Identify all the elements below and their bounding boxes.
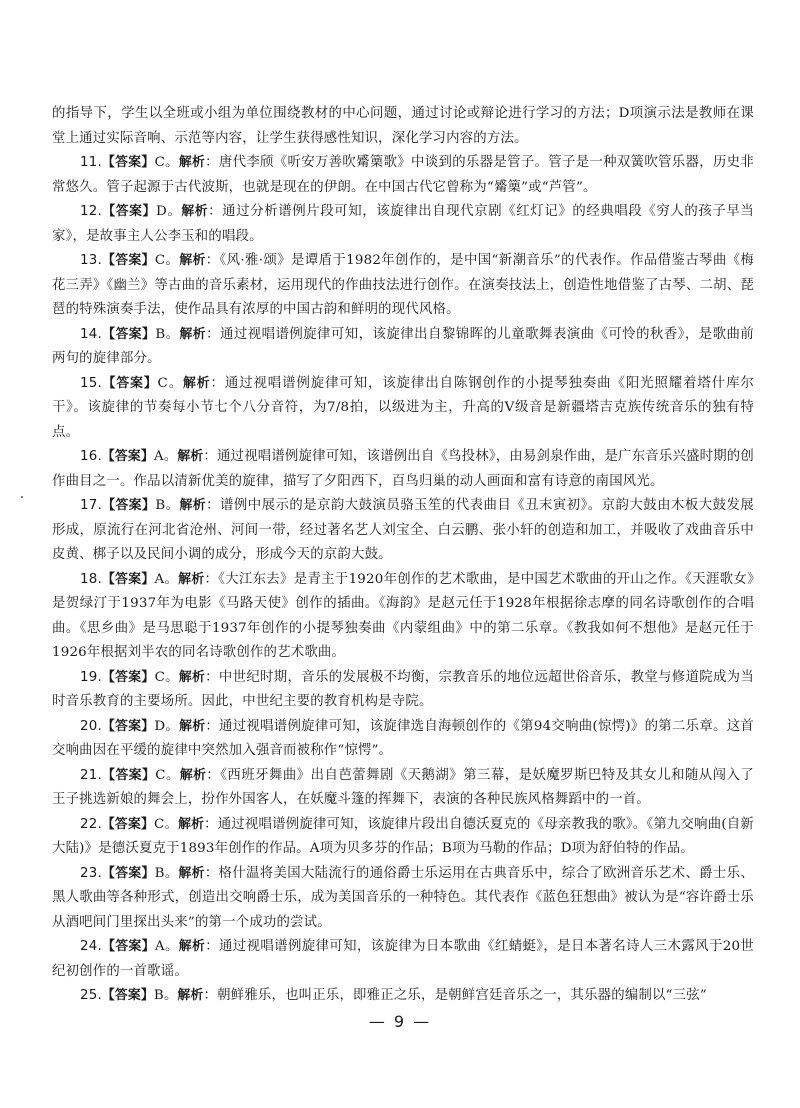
answer-label: 【答案】 — [101, 669, 155, 685]
analysis-label: 解析 — [179, 253, 206, 268]
analysis-label: 解析 — [177, 449, 204, 464]
question-number: 11. — [80, 155, 102, 170]
analysis-text: ：格什温将美国大陆流行的通俗爵士乐运用在古典音乐中，综合了欧洲音乐艺术、爵士乐、黑人歌曲等各种形式，创造出交响爵士乐，成为美国音乐的一种特色。其代表作《蓝色狂想曲》被认为是“容许爵士乐从酒吧间门里探出头来”的第一个成功的尝试。 — [52, 865, 754, 930]
answer-choice: B。 — [155, 326, 180, 342]
analysis-label: 解析 — [179, 498, 207, 513]
answer-choice: A。 — [153, 449, 178, 464]
analysis-label: 解析 — [179, 767, 207, 783]
answer-choice: C。 — [154, 669, 179, 685]
answer-item — [52, 568, 754, 666]
answer-item — [52, 200, 754, 249]
analysis-label: 解析 — [178, 939, 206, 954]
answer-label: 【答案】 — [101, 988, 154, 1003]
answer-choice: D。 — [155, 204, 182, 219]
analysis-text: ：朝鲜雅乐，也叫正乐，即雅正之乐，是朝鲜宫廷音乐之一，其乐器的编制以“三弦” — [203, 988, 707, 1003]
answer-item — [52, 764, 754, 813]
analysis-label: 解析 — [183, 375, 211, 391]
answer-choice: B。 — [155, 498, 180, 513]
answer-label: 【答案】 — [101, 326, 156, 342]
answer-choice: C。 — [154, 155, 179, 170]
question-number: 15. — [80, 375, 102, 391]
answer-label: 【答案】 — [101, 375, 158, 391]
question-number: 20. — [80, 718, 102, 734]
question-number: 14. — [80, 326, 102, 342]
answer-choice: B。 — [153, 988, 178, 1003]
scan-dot — [21, 496, 23, 498]
analysis-label: 解析 — [177, 988, 204, 1003]
answer-item — [52, 984, 754, 1009]
answer-label: 【答案】 — [101, 449, 154, 464]
answer-label: 【答案】 — [101, 718, 155, 734]
answer-explanations — [52, 102, 754, 1009]
answer-label: 【答案】 — [101, 767, 156, 783]
answer-choice: C。 — [157, 375, 184, 391]
analysis-label: 解析 — [178, 155, 206, 170]
analysis-text: ：通过视唱谱例旋律可知，该旋律片段出自德沃夏克的《母亲教我的歌》。《第九交响曲(自新大陆)》是德沃夏克于1893年创作的作品。A项为贝多芬的作品；B项为马勒的作品；D项为舒伯特的作品。 — [52, 816, 754, 856]
analysis-text: ：通过视唱谱例旋律可知，该谱例出自《鸟投林》，由易剑泉作曲，是广东音乐兴盛时期的创作曲目之一。作品以清新优美的旋律，描写了夕阳西下，百鸟归巢的动人画面和富有诗意的南国风光。 — [52, 449, 754, 489]
answer-item — [52, 249, 754, 323]
page-number: — 9 — — [368, 1012, 432, 1031]
answer-choice: C。 — [153, 816, 179, 832]
answer-item — [52, 494, 754, 568]
answer-choice: A。 — [154, 939, 179, 954]
question-number: 22. — [80, 816, 102, 832]
answer-item — [52, 813, 754, 862]
analysis-label: 解析 — [178, 816, 205, 832]
question-number: 21. — [80, 767, 102, 783]
analysis-label: 解析 — [178, 669, 206, 685]
analysis-text: ：《大江东去》是青主于1920年创作的艺术歌曲，是中国艺术歌曲的开山之作。《天涯歌女》是贺绿汀于1937年为电影《马路天使》创作的插曲。《海韵》是赵元任于1928年根据徐志摩的同名诗歌创作的合唱曲。《思乡曲》是马思聪于1937年创作的小提琴独奏曲《内蒙组曲》中的第二乐章。《教我如何不想他》是赵元任于1926年根据刘半农的同名诗歌创作的艺术歌曲。 — [52, 571, 754, 660]
answer-item — [52, 666, 754, 715]
question-number: 24. — [80, 939, 102, 954]
analysis-label: 解析 — [178, 865, 205, 881]
question-number: 25. — [80, 988, 102, 1003]
answer-item — [52, 445, 754, 494]
analysis-text: ：通过分析谱例片段可知，该旋律出自现代京剧《红灯记》的经典唱段《穷人的孩子早当家》，是故事主人公李玉和的唱段。 — [52, 204, 754, 244]
answer-choice: C。 — [154, 253, 180, 268]
analysis-text: ：《风·雅·颂》是谭盾于1982年创作的，是中国“新潮音乐”的代表作。作品借鉴古琴曲《梅花三弄》《幽兰》等古曲的音乐素材，运用现代的作曲技法进行创作。在演奏技法上，创造性地借鉴了古琴、二胡、琵琶的特殊演奏手法，使作品具有浓厚的中国古韵和鲜明的现代风格。 — [52, 253, 754, 317]
question-number: 16. — [80, 449, 102, 464]
analysis-text: ：中世纪时期，音乐的发展极不均衡，宗教音乐的地位远超世俗音乐，教堂与修道院成为当时音乐教育的主要场所。因此，中世纪主要的教育机构是寺院。 — [52, 669, 754, 709]
answer-label: 【答案】 — [101, 253, 155, 268]
answer-item — [52, 151, 754, 200]
analysis-text: ：通过视唱谱例旋律可知，该旋律选自海顿创作的《第94交响曲(惊愕)》的第二乐章。这首交响曲因在平缓的旋律中突然加入强音而被称作“惊愕”。 — [52, 718, 754, 758]
answer-item — [52, 862, 754, 936]
answer-choice: B。 — [154, 865, 179, 881]
analysis-text: ：通过视唱谱例旋律可知，该旋律出自陈钢创作的小提琴独奏曲《阳光照耀着塔什库尔干》。该旋律的节奏每小节七个八分音符，为7/8拍，以级进为主，升高的Ⅴ级音是新疆塔吉克族传统音乐的独有特点。 — [52, 375, 754, 440]
question-number: 13. — [80, 253, 102, 268]
analysis-text: ：唐代李颀《听安万善吹觱篥歌》中谈到的乐器是管子。管子是一种双簧吹管乐器，历史非常悠久。管子起源于古代波斯，也就是现在的伊朗。在中国古代它曾称为“觱篥”或“芦管”。 — [52, 155, 754, 195]
question-number: 23. — [80, 865, 102, 881]
answer-choice: D。 — [154, 718, 180, 734]
answer-label: 【答案】 — [101, 498, 156, 513]
answer-label: 【答案】 — [101, 816, 154, 832]
answer-item — [52, 715, 754, 764]
answer-label: 【答案】 — [101, 204, 156, 219]
question-number: 17. — [80, 498, 102, 513]
answer-choice: C。 — [155, 767, 180, 783]
answer-choice: A。 — [154, 571, 179, 587]
answer-item — [52, 323, 754, 372]
question-number: 12. — [80, 204, 102, 219]
answer-label: 【答案】 — [101, 865, 155, 881]
analysis-text: ：谱例中展示的是京韵大鼓演员骆玉笙的代表曲目《丑末寅初》。京韵大鼓由木板大鼓发展形成，原流行在河北省沧州、河间一带，经过著名艺人刘宝全、白云鹏、张小轩的创造和加工，并吸收了戏曲音乐中皮黄、梆子以及民间小调的成分，形成今天的京韵大鼓。 — [52, 498, 754, 562]
question-number: 19. — [80, 669, 102, 685]
answer-label: 【答案】 — [101, 155, 155, 170]
answer-item — [52, 372, 754, 446]
intro-paragraph: 的指导下，学生以全班或小组为单位围绕教材的中心问题，通过讨论或辩论进行学习的方法；D项演示法是教师在课堂上通过实际音响、示范等内容，让学生获得感性知识，深化学习内容的方法。 — [52, 106, 754, 146]
answer-list — [52, 151, 754, 1009]
analysis-label: 解析 — [179, 718, 206, 734]
answer-item — [52, 935, 754, 984]
analysis-label: 解析 — [181, 204, 209, 219]
analysis-label: 解析 — [178, 571, 205, 587]
analysis-text: ：《西班牙舞曲》出自芭蕾舞剧《天鹅湖》第三幕，是妖魔罗斯巴特及其女儿和随从闯入了王子挑选新娘的舞会上，扮作外国客人，在妖魔斗篷的挥舞下，表演的各种民族风格舞蹈中的一首。 — [52, 767, 754, 807]
answer-label: 【答案】 — [101, 939, 155, 954]
analysis-label: 解析 — [179, 326, 207, 342]
analysis-text: ：通过视唱谱例旋律可知，该旋律为日本歌曲《红蜻蜓》，是日本著名诗人三木露风于20世纪初创作的一首歌谣。 — [52, 939, 754, 979]
answer-label: 【答案】 — [101, 571, 155, 587]
analysis-text: ：通过视唱谱例旋律可知，该旋律出自黎锦晖的儿童歌舞表演曲《可怜的秋香》，是歌曲前两句的旋律部分。 — [52, 326, 754, 366]
question-number: 18. — [80, 571, 102, 587]
